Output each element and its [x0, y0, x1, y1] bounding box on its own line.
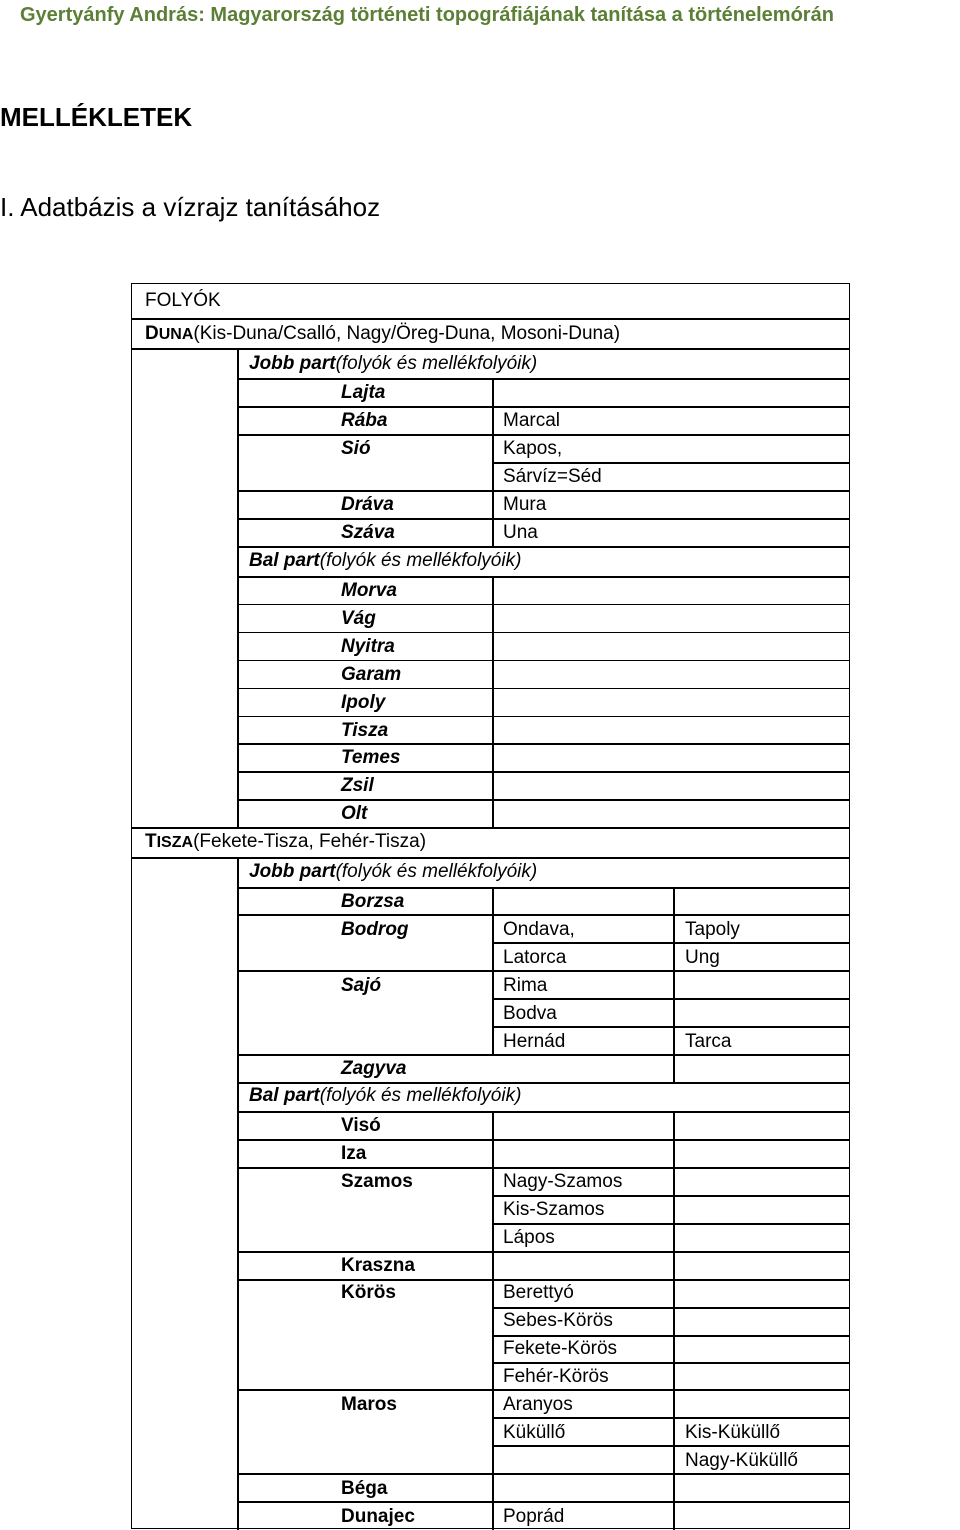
table-rule	[492, 942, 850, 944]
bank-label: Jobb part	[249, 861, 336, 882]
river-name: Dráva	[341, 493, 394, 515]
tributary-name: Bodva	[503, 1002, 557, 1024]
table-rule	[492, 1223, 850, 1225]
tributary-name: Sárvíz=Séd	[503, 465, 602, 487]
table-rule	[237, 1139, 850, 1141]
river-name: Olt	[341, 803, 368, 825]
duna-left-bank-heading	[249, 550, 521, 572]
river-name: Bodrog	[341, 918, 409, 940]
bank-label: Jobb part	[249, 353, 336, 374]
table-rule	[237, 1279, 850, 1281]
tributary-name: Nagy-Szamos	[503, 1170, 623, 1192]
table-rule	[237, 518, 850, 520]
sub-tributary-name: Tapoly	[685, 918, 740, 940]
river-name: Zagyva	[341, 1058, 407, 1080]
table-rule	[237, 660, 850, 662]
table-rule	[237, 490, 850, 492]
section-title: I. Adatbázis a vízrajz tanításához	[0, 192, 381, 222]
table-rule	[237, 632, 850, 634]
table-rule	[237, 1054, 850, 1056]
table-rule	[492, 1026, 850, 1028]
tributary-name: Poprád	[503, 1505, 565, 1527]
sub-tributary-name: Ung	[685, 946, 720, 968]
table-rule	[237, 1389, 850, 1391]
tisza-row	[145, 831, 426, 854]
river-name-initial: T	[145, 831, 157, 852]
table-rule	[237, 914, 850, 916]
table-rule	[237, 743, 850, 745]
table-rule	[492, 998, 850, 1000]
river-name: Zsil	[341, 775, 374, 797]
table-rule	[237, 688, 850, 690]
table-rule	[237, 434, 850, 436]
tributary-name: Hernád	[503, 1030, 566, 1052]
table-rule	[492, 1307, 850, 1309]
annex-title: MELLÉKLETEK	[0, 102, 193, 132]
table-rule	[237, 546, 850, 548]
bank-note: (folyók és mellékfolyóik)	[335, 353, 538, 374]
table-rule	[237, 1111, 850, 1113]
tributary-name: Mura	[503, 493, 547, 515]
bank-label: Bal part	[249, 550, 320, 571]
river-variants: (Kis-Duna/Csalló, Nagy/Öreg-Duna, Mosoni-Duna)	[193, 323, 621, 344]
river-name: Visó	[341, 1115, 381, 1136]
table-rule	[237, 378, 850, 380]
table-rule	[237, 1251, 850, 1253]
tisza-left-bank-heading	[249, 1085, 521, 1107]
tributary-name: Kis-Szamos	[503, 1198, 605, 1220]
river-name: Maros	[341, 1394, 397, 1415]
river-name: Vág	[341, 607, 376, 629]
river-name: Sajó	[341, 974, 382, 996]
tributary-name: Rima	[503, 974, 548, 996]
tributary-name: Berettyó	[503, 1282, 574, 1304]
table-rule	[492, 462, 850, 464]
river-name: Nyitra	[341, 635, 395, 657]
table-rule	[492, 378, 494, 546]
river-name: Tisza	[341, 719, 389, 741]
river-name: Temes	[341, 747, 401, 769]
tributary-name: Kapos,	[503, 437, 563, 459]
river-name: Dunajec	[341, 1505, 415, 1527]
river-name: Szamos	[341, 1170, 413, 1192]
table-rule	[237, 1167, 850, 1169]
sub-tributary-name: Tarca	[685, 1030, 732, 1052]
tributary-name: Sebes-Körös	[503, 1310, 613, 1332]
table-rule	[132, 827, 850, 829]
river-name: Garam	[341, 663, 402, 685]
table-rule	[237, 799, 850, 801]
tributary-name: Latorca	[503, 946, 567, 968]
river-variants: (Fekete-Tisza, Fehér-Tisza)	[193, 831, 427, 852]
duna-right-bank-heading	[249, 353, 537, 375]
bank-note: (folyók és mellékfolyóik)	[319, 550, 522, 571]
sub-tributary-name: Nagy-Küküllő	[685, 1449, 798, 1471]
bank-label: Bal part	[249, 1085, 320, 1106]
river-name: Morva	[341, 580, 397, 601]
tisza-right-bank-heading	[249, 861, 537, 883]
river-name: Borzsa	[341, 891, 405, 912]
rivers-table	[131, 283, 850, 1529]
table-rule	[492, 576, 494, 827]
table-rule	[132, 857, 850, 859]
table-rule	[237, 1501, 850, 1503]
duna-row	[145, 323, 620, 346]
bank-note: (folyók és mellékfolyóik)	[335, 861, 538, 882]
table-rule	[237, 406, 850, 408]
river-name: Ipoly	[341, 691, 386, 713]
tributary-name: Küküllő	[503, 1421, 566, 1443]
tributary-name: Fekete-Körös	[503, 1338, 618, 1360]
river-name-initial: D	[145, 323, 159, 344]
table-rule	[492, 1445, 850, 1447]
table-rule	[492, 1111, 494, 1530]
table-rule	[237, 1473, 850, 1475]
table-rule	[492, 1335, 850, 1337]
river-name: Rába	[341, 409, 388, 431]
table-rule	[237, 887, 850, 889]
table-rule	[673, 1111, 675, 1530]
table-heading: FOLYÓK	[145, 290, 221, 311]
table-rule	[237, 771, 850, 773]
table-rule	[492, 1195, 850, 1197]
river-name: Béga	[341, 1477, 388, 1499]
table-rule	[132, 348, 850, 350]
tributary-name: Fehér-Körös	[503, 1366, 609, 1388]
table-rule	[237, 716, 850, 718]
river-name: Kraszna	[341, 1254, 415, 1276]
table-rule	[492, 887, 494, 1054]
sub-tributary-name: Kis-Küküllő	[685, 1421, 781, 1443]
river-name: Sió	[341, 437, 371, 459]
tributary-name: Aranyos	[503, 1394, 573, 1415]
tributary-name: Una	[503, 521, 538, 543]
river-name: Iza	[341, 1142, 367, 1164]
river-name: Körös	[341, 1282, 396, 1304]
table-rule	[237, 970, 850, 972]
river-name: Száva	[341, 521, 395, 543]
tributary-name: Lápos	[503, 1226, 555, 1248]
river-name-rest: UNA	[158, 326, 194, 343]
table-rule	[237, 576, 850, 578]
table-rule	[132, 318, 850, 320]
table-rule	[237, 857, 239, 1530]
tributary-name: Marcal	[503, 409, 561, 431]
tributary-name: Ondava,	[503, 918, 575, 940]
table-rule	[492, 1417, 850, 1419]
table-rule	[237, 604, 850, 606]
table-rule	[237, 348, 239, 827]
river-name-rest: ISZA	[156, 834, 194, 851]
table-rule	[673, 887, 675, 1082]
bank-note: (folyók és mellékfolyóik)	[319, 1085, 522, 1106]
page-header: Gyertyánfy András: Magyarország történeti topográfiájának tanítása a történelemórán	[20, 4, 834, 26]
river-name: Lajta	[341, 382, 386, 403]
table-rule	[237, 1082, 850, 1084]
table-rule	[492, 1362, 850, 1364]
